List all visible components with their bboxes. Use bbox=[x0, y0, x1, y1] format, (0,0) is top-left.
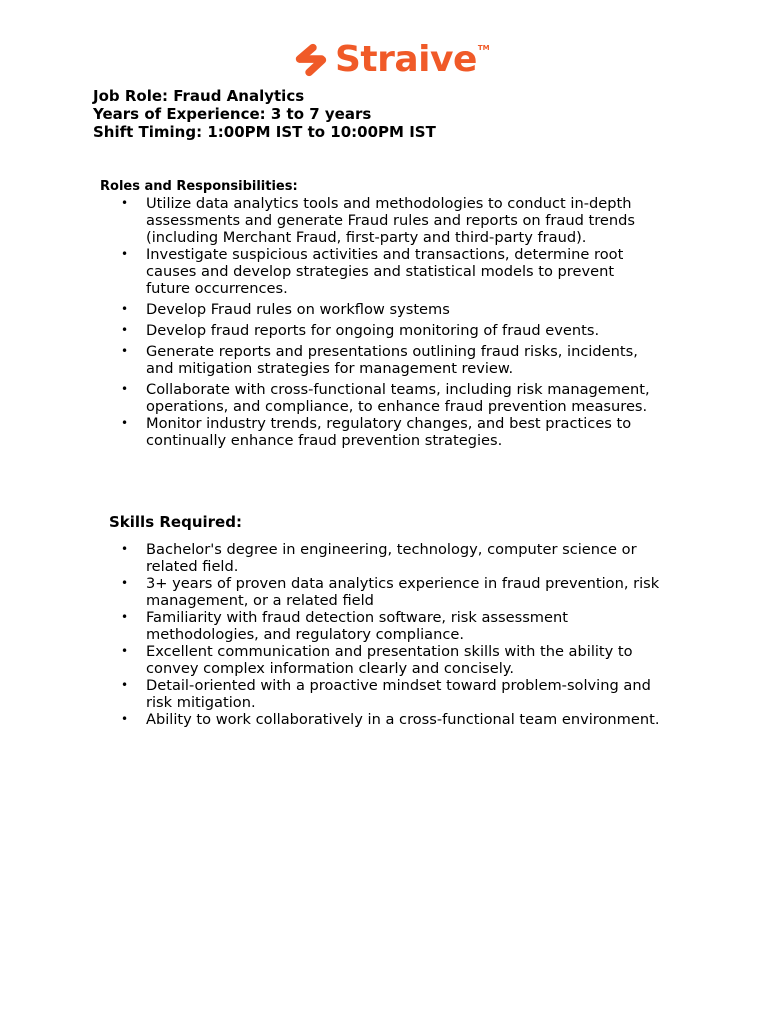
logo-wordmark: Straive bbox=[335, 39, 477, 80]
bullet-icon: • bbox=[121, 542, 129, 556]
list-item bbox=[0, 381, 661, 415]
job-role: Job Role: Fraud Analytics bbox=[93, 87, 305, 105]
list-item-text: Investigate suspicious activities and transactions, determine root causes and develop strategies and statistical models to prevent future occurrences. bbox=[146, 246, 624, 297]
bullet-icon: • bbox=[121, 644, 129, 658]
list-item-text: 3+ years of proven data analytics experience in fraud prevention, risk management, or a related field bbox=[146, 575, 660, 609]
bullet-icon: • bbox=[121, 416, 129, 430]
skills-heading: Skills Required: bbox=[109, 513, 242, 531]
years-of-experience: Years of Experience: 3 to 7 years bbox=[93, 105, 372, 123]
list-item bbox=[0, 322, 661, 339]
roles-heading: Roles and Responsibilities: bbox=[100, 179, 298, 194]
list-item bbox=[0, 301, 661, 318]
list-item bbox=[0, 343, 661, 377]
bullet-icon: • bbox=[121, 576, 129, 590]
roles-list bbox=[0, 195, 768, 449]
bullet-icon: • bbox=[121, 247, 129, 261]
straive-logo bbox=[292, 40, 490, 80]
straive-logo-mark-icon bbox=[292, 41, 330, 79]
list-item-text: Develop fraud reports for ongoing monitoring of fraud events. bbox=[146, 322, 600, 339]
list-item-text: Monitor industry trends, regulatory changes, and best practices to continually enhance fraud prevention strategies. bbox=[146, 415, 632, 449]
list-item-text: Detail-oriented with a proactive mindset toward problem-solving and risk mitigation. bbox=[146, 677, 651, 711]
job-summary bbox=[93, 87, 436, 141]
list-item-text: Generate reports and presentations outlining fraud risks, incidents, and mitigation strategies for management review. bbox=[146, 343, 638, 377]
trademark-mark: TM bbox=[477, 44, 490, 52]
shift-timing: Shift Timing: 1:00PM IST to 10:00PM IST bbox=[93, 123, 436, 141]
list-item bbox=[0, 541, 661, 575]
list-item-text: Utilize data analytics tools and methodologies to conduct in-depth assessments and generate Fraud rules and reports on fraud trends (including Merchant Fraud, first-party and third-party fraud). bbox=[146, 195, 635, 246]
list-item bbox=[0, 711, 661, 728]
bullet-icon: • bbox=[121, 323, 129, 337]
list-item-text: Collaborate with cross-functional teams, including risk management, operations, and compliance, to enhance fraud prevention measures. bbox=[146, 381, 650, 415]
bullet-icon: • bbox=[121, 344, 129, 358]
list-item bbox=[0, 575, 661, 609]
bullet-icon: • bbox=[121, 302, 129, 316]
bullet-icon: • bbox=[121, 196, 129, 210]
bullet-icon: • bbox=[121, 610, 129, 624]
list-item bbox=[0, 677, 661, 711]
list-item-text: Excellent communication and presentation skills with the ability to convey complex information clearly and concisely. bbox=[146, 643, 633, 677]
skills-list bbox=[0, 541, 768, 728]
list-item bbox=[0, 643, 661, 677]
list-item-text: Bachelor's degree in engineering, technology, computer science or related field. bbox=[146, 541, 637, 575]
list-item bbox=[0, 195, 661, 246]
list-item-text: Develop Fraud rules on workflow systems bbox=[146, 301, 450, 318]
list-item bbox=[0, 246, 661, 297]
list-item bbox=[0, 609, 661, 643]
bullet-icon: • bbox=[121, 678, 129, 692]
list-item bbox=[0, 415, 661, 449]
list-item-text: Ability to work collaboratively in a cross-functional team environment. bbox=[146, 711, 660, 728]
bullet-icon: • bbox=[121, 382, 129, 396]
list-item-text: Familiarity with fraud detection software, risk assessment methodologies, and regulatory compliance. bbox=[146, 609, 568, 643]
bullet-icon: • bbox=[121, 712, 129, 726]
